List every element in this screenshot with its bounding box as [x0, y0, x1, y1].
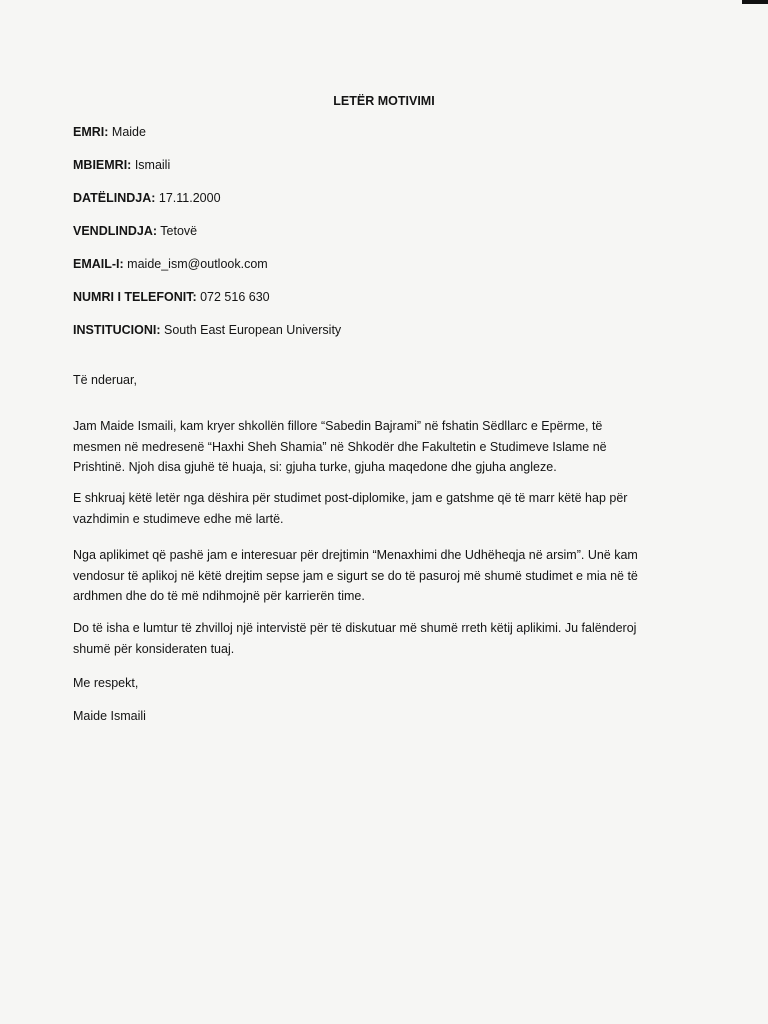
- field-value: Maide: [111, 125, 146, 139]
- field-value: Ismaili: [134, 158, 171, 172]
- paragraph-motivation: [73, 488, 713, 529]
- field-institucioni: [73, 324, 341, 337]
- field-label: MBIEMRI:: [73, 158, 132, 172]
- paragraph-line: E shkruaj këtë letër nga dëshira për studimet post-diplomike, jam e gatshme që të marr këtë hap për: [73, 491, 628, 505]
- paragraph-line: vendosur të aplikoj në këtë drejtim sepse jam e sigurt se do të pasuroj më shumë studimet e mia në të: [73, 568, 638, 583]
- field-value: maide_ism@outlook.com: [127, 257, 268, 271]
- letter-title: LETËR MOTIVIMI: [333, 94, 435, 108]
- salutation-text: Të nderuar,: [73, 373, 137, 387]
- field-value: 072 516 630: [200, 290, 270, 304]
- field-emri: [73, 126, 146, 139]
- field-label: VENDLINDJA:: [73, 224, 158, 238]
- field-label: INSTITUCIONI:: [73, 323, 161, 337]
- field-value: 17.11.2000: [158, 191, 221, 205]
- closing: [73, 673, 713, 694]
- closing-text: Me respekt,: [73, 676, 139, 690]
- scan-corner-mark: [742, 0, 768, 4]
- paragraph-line: Do të isha e lumtur të zhvilloj një intervistë për të diskutuar më shumë rreth këtij aplikimi. Ju falënderoj: [73, 621, 637, 635]
- field-telefon: [73, 291, 270, 304]
- signature: [73, 706, 713, 727]
- paragraph-line: shumë për konsideraten tuaj.: [73, 641, 235, 656]
- field-datelindja: [73, 192, 221, 205]
- paragraph-line: vazhdimin e studimeve edhe më lartë.: [73, 511, 284, 526]
- paragraph-line: Prishtinë. Njoh disa gjuhë të huaja, si: gjuha turke, gjuha maqedone dhe gjuha angleze.: [73, 460, 557, 474]
- paragraph-intro: [73, 416, 713, 478]
- paragraph-interview: [73, 618, 713, 659]
- paragraph-line: Jam Maide Ismaili, kam kryer shkollën fillore “Sabedin Bajrami” në fshatin Sëdllarc e Epërme, të: [73, 419, 603, 433]
- field-value: South East European University: [163, 323, 342, 337]
- field-label: EMRI:: [73, 125, 109, 139]
- salutation: [73, 370, 713, 391]
- field-email: [73, 258, 268, 271]
- field-label: EMAIL-I:: [73, 257, 124, 271]
- field-value: Tetovë: [160, 224, 198, 238]
- paragraph-program: [73, 545, 713, 607]
- field-mbiemri: [73, 159, 170, 172]
- field-label: NUMRI I TELEFONIT:: [73, 290, 197, 304]
- paragraph-line: ardhmen dhe do të më ndihmojnë për karrierën time.: [73, 589, 365, 603]
- field-vendlindja: [73, 225, 197, 238]
- paragraph-line: mesmen në medresenë “Haxhi Sheh Shamia” në Shkodër dhe Fakultetin e Studimeve Islame në: [73, 439, 607, 454]
- field-label: DATËLINDJA:: [73, 191, 156, 205]
- signature-text: Maide Ismaili: [73, 709, 146, 723]
- paragraph-line: Nga aplikimet që pashë jam e interesuar për drejtimin “Menaxhimi dhe Udhëheqja në arsim”. Unë kam: [73, 548, 638, 562]
